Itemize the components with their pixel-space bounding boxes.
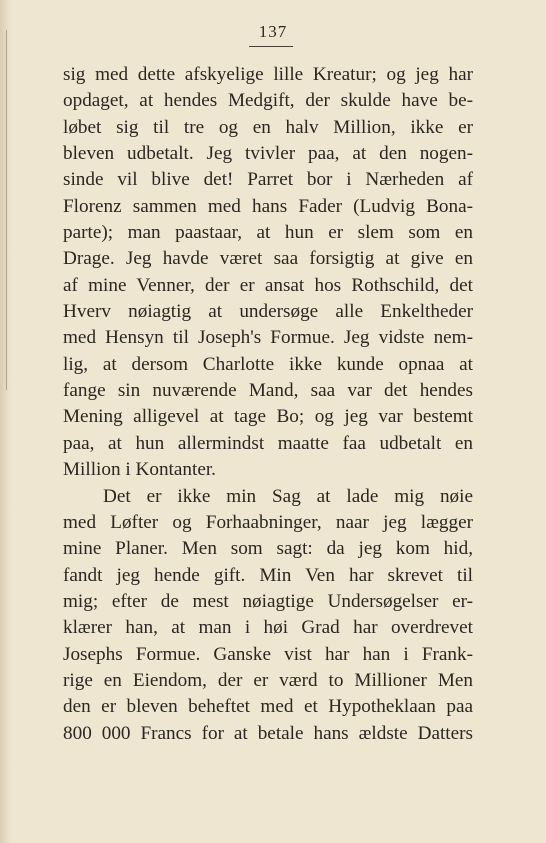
text-line: den er bleven beheftet med et Hypotheklaan paa bbox=[63, 696, 473, 718]
text-line: rige en Eiendom, der er værd to Millioner Men bbox=[63, 669, 473, 691]
text-line: sig med dette afskyelige lille Kreatur; og jeg har bbox=[63, 64, 473, 85]
text-line: med Løfter og Forhaabninger, naar jeg lægger bbox=[63, 511, 473, 533]
paragraph bbox=[63, 484, 473, 747]
text-line: Million i Kontanter. bbox=[63, 459, 216, 481]
text-line: Det er ikke min Sag at lade mig nøie bbox=[103, 485, 473, 507]
text-line: med Hensyn til Joseph's Formue. Jeg vidste nem- bbox=[63, 327, 473, 349]
text-line: Hverv nøiagtig at undersøge alle Enkeltheder bbox=[63, 301, 473, 323]
text-line: 800 000 Francs for at betale hans ældste Datters bbox=[63, 722, 473, 744]
text-line: bleven udbetalt. Jeg tvivler paa, at den nogen- bbox=[63, 143, 473, 165]
binding-line bbox=[6, 30, 7, 390]
text-line: fandt jeg hende gift. Min Ven har skrevet til bbox=[63, 564, 473, 586]
text-line: sinde vil blive det! Parret bor i Nærheden af bbox=[63, 169, 473, 191]
text-line: Josephs Formue. Ganske vist har han i Frank- bbox=[63, 643, 473, 665]
text-line: Mening alligevel at tage Bo; og jeg var bestemt bbox=[63, 406, 473, 428]
text-line: Florenz sammen med hans Fader (Ludvig Bona- bbox=[63, 195, 473, 217]
page-number-rule bbox=[249, 46, 293, 47]
text-line: løbet sig til tre og en halv Million, ikke er bbox=[63, 116, 473, 138]
text-line: lig, at dersom Charlotte ikke kunde opnaa at bbox=[63, 353, 473, 375]
text-line: klærer han, at man i høi Grad har overdrevet bbox=[63, 617, 473, 639]
text-line: paa, at hun allermindst maatte faa udbetalt en bbox=[63, 432, 473, 454]
text-line: parte); man paastaar, at hun er slem som en bbox=[63, 222, 473, 244]
text-line: mig; efter de mest nøiagtige Undersøgelser er- bbox=[63, 590, 473, 612]
paragraph bbox=[63, 62, 473, 484]
body-text bbox=[63, 62, 473, 747]
text-line: fange sin nuværende Mand, saa var det hendes bbox=[63, 380, 473, 402]
page-number: 137 bbox=[258, 22, 288, 41]
text-line: af mine Venner, der er ansat hos Rothschild, det bbox=[63, 274, 473, 296]
text-line: opdaget, at hendes Medgift, der skulde have be- bbox=[63, 90, 473, 112]
text-line: Drage. Jeg havde været saa forsigtig at give en bbox=[63, 248, 473, 270]
text-line: mine Planer. Men som sagt: da jeg kom hid, bbox=[63, 538, 473, 560]
